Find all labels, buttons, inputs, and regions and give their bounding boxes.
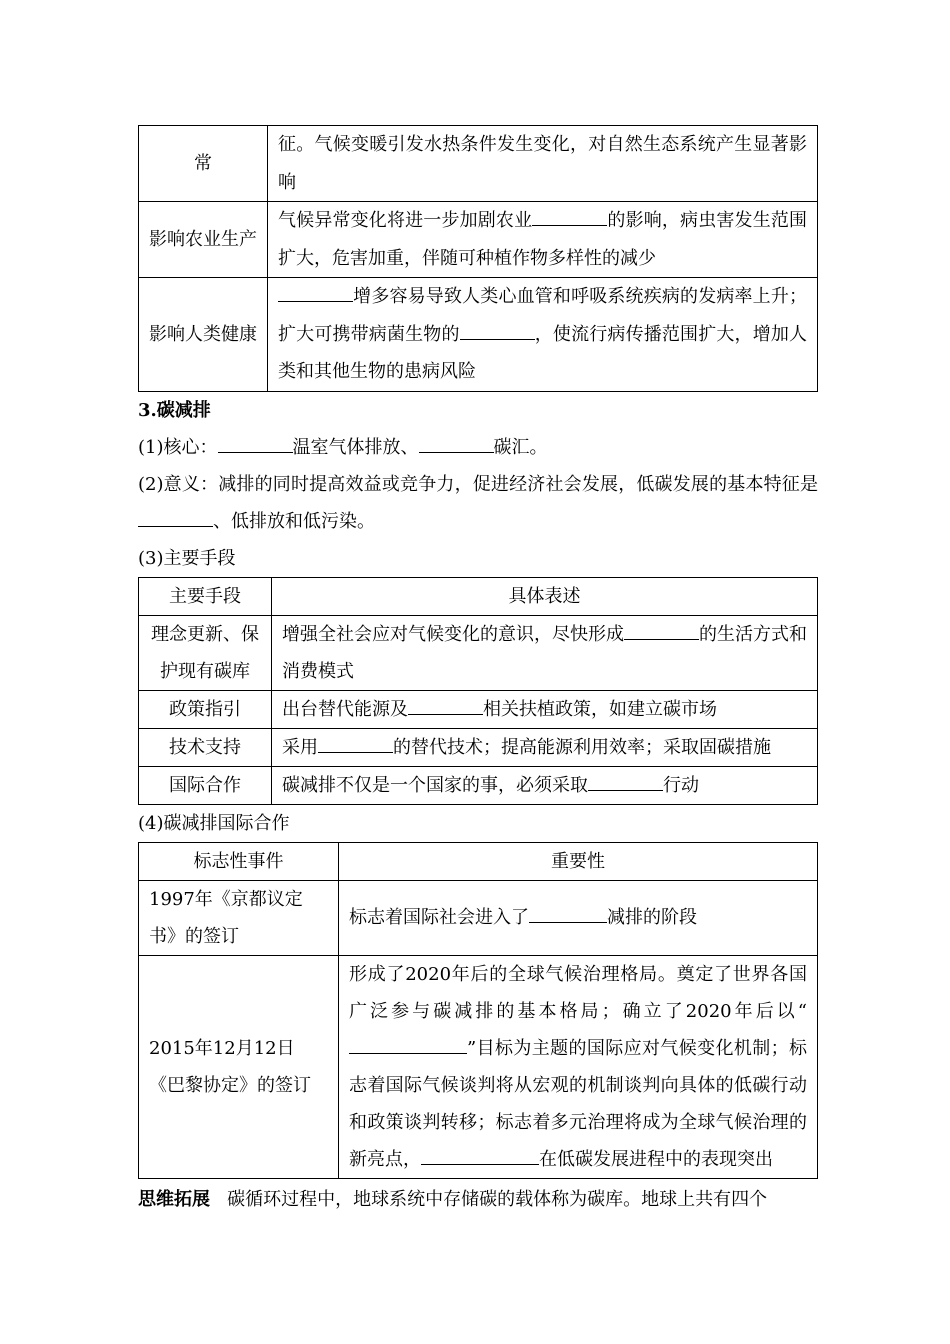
table-cell: 技术支持 xyxy=(139,728,272,766)
table-header: 主要手段 xyxy=(139,577,272,615)
table-header-row xyxy=(139,577,818,615)
table-header: 重要性 xyxy=(339,842,818,880)
table-row xyxy=(139,690,818,728)
table-cell: 常 xyxy=(139,126,268,202)
subheading-means: (3)主要手段 xyxy=(138,547,236,569)
table-cell: 增强全社会应对气候变化的意识，尽快形成 的生活方式和消费模式 xyxy=(272,615,818,690)
paragraph-meaning: (2)意义：减排的同时提高效益或竞争力，促进经济社会发展，低碳发展的基本特征是、低排放和低污染。 xyxy=(138,473,818,532)
international-cooperation-table xyxy=(138,842,818,1179)
table-cell: 碳减排不仅是一个国家的事，必须采取 行动 xyxy=(272,766,818,804)
table-row xyxy=(139,615,818,690)
means-table xyxy=(138,577,818,805)
table-row xyxy=(139,278,818,392)
extension-label: 思维拓展 xyxy=(138,1188,210,1210)
fill-blank xyxy=(532,203,607,226)
document-page xyxy=(138,125,818,1218)
table-row xyxy=(139,728,818,766)
table-row xyxy=(139,880,818,955)
thinking-extension: 思维拓展 碳循环过程中，地球系统中存储碳的载体称为碳库。地球上共有四个 xyxy=(138,1188,768,1210)
section-heading: 3.碳减排 xyxy=(138,399,211,421)
table-cell: 采用 的替代技术；提高能源利用效率；采取固碳措施 xyxy=(272,728,818,766)
table-row xyxy=(139,126,818,202)
fill-blank xyxy=(349,1031,467,1054)
table-cell: 理念更新、保护现有碳库 xyxy=(139,615,272,690)
paragraph-core: (1)核心： 温室气体排放、 碳汇。 xyxy=(138,429,818,466)
table-row xyxy=(139,202,818,278)
table-cell: 国际合作 xyxy=(139,766,272,804)
table-cell: 标志着国际社会进入了 减排的阶段 xyxy=(339,880,818,955)
fill-blank xyxy=(588,768,663,791)
table-cell: 气候异常变化将进一步加剧农业 的影响，病虫害发生范围扩大，危害加重，伴随可种植作物多样性的减少 xyxy=(268,202,818,278)
table-row xyxy=(139,955,818,1178)
table-header-row xyxy=(139,842,818,880)
table-cell: 政策指引 xyxy=(139,690,272,728)
table-cell: 2015年12月12日《巴黎协定》的签订 xyxy=(139,955,339,1178)
climate-impact-table xyxy=(138,125,818,392)
table-cell: 形成了2020年后的全球气候治理格局。奠定了世界各国广泛参与碳减排的基本格局；确立了2020年后以“”目标为主题的国际应对气候变化机制；标志着国际气候谈判将从宏观的机制谈判向具体的低碳行动和政策谈判转移；标志着多元治理将成为全球气候治理的新亮点， 在低碳发展进程中的表现突出 xyxy=(339,955,818,1178)
table-row xyxy=(139,766,818,804)
table-cell: 1997年《京都议定书》的签订 xyxy=(139,880,339,955)
table-cell: 出台替代能源及 相关扶植政策，如建立碳市场 xyxy=(272,690,818,728)
fill-blank xyxy=(218,430,293,453)
table-cell: 增多容易导致人类心血管和呼吸系统疾病的发病率上升；扩大可携带病菌生物的 ，使流行病传播范围扩大，增加人类和其他生物的患病风险 xyxy=(268,278,818,392)
fill-blank xyxy=(460,317,535,340)
fill-blank xyxy=(278,279,353,302)
table-cell: 影响农业生产 xyxy=(139,202,268,278)
table-header: 具体表述 xyxy=(272,577,818,615)
fill-blank xyxy=(318,730,393,753)
fill-blank xyxy=(529,900,607,923)
table-cell: 影响人类健康 xyxy=(139,278,268,392)
subheading-international: (4)碳减排国际合作 xyxy=(138,812,290,834)
fill-blank xyxy=(421,1142,539,1165)
fill-blank xyxy=(419,430,494,453)
fill-blank xyxy=(138,504,213,527)
fill-blank xyxy=(408,692,483,715)
fill-blank xyxy=(624,617,699,640)
table-cell: 征。气候变暖引发水热条件发生变化，对自然生态系统产生显著影响 xyxy=(268,126,818,202)
table-header: 标志性事件 xyxy=(139,842,339,880)
